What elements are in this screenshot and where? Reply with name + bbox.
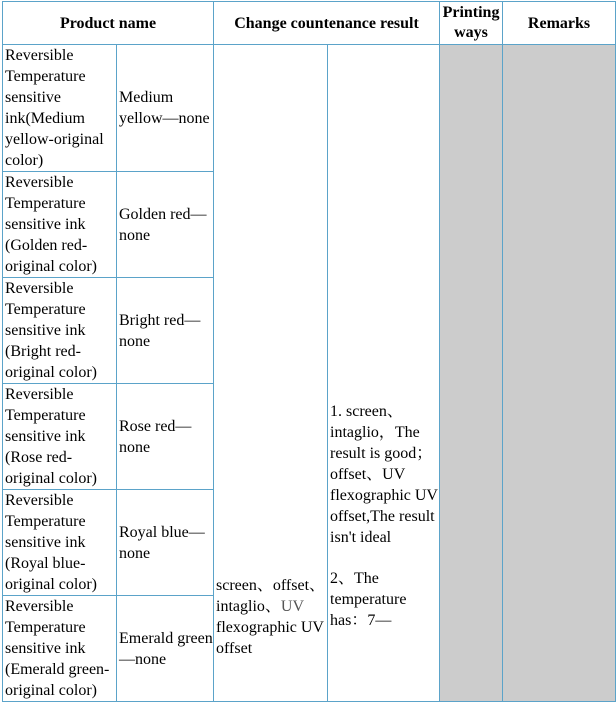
header-remarks: Remarks <box>503 2 616 45</box>
product-cell: Reversible Temperature sensitive ink (Royal blue-original color) <box>3 490 117 596</box>
header-printing-ways: Printing ways <box>440 2 503 45</box>
note-2: 2、The temperature has：7— <box>330 570 407 629</box>
product-cell: Reversible Temperature sensitive ink (Rose red-original color) <box>3 384 117 490</box>
table-row <box>3 45 616 172</box>
change-cell: Royal blue—none <box>117 490 214 596</box>
remarks-cell <box>503 45 616 702</box>
change-cell: Emerald green—none <box>117 596 214 702</box>
printing-ways-empty-cell <box>440 45 503 702</box>
product-table <box>2 1 616 702</box>
header-change-result: Change countenance result <box>214 2 440 45</box>
product-cell: Reversible Temperature sensitive ink (Bright red-original color) <box>3 278 117 384</box>
product-cell: Reversible Temperature sensitive ink (Golden red-original color) <box>3 172 117 278</box>
table-header-row <box>3 2 616 45</box>
notes-cell <box>328 45 440 702</box>
change-cell: Rose red—none <box>117 384 214 490</box>
product-cell: Reversible Temperature sensitive ink(Medium yellow-original color) <box>3 45 117 172</box>
printing-ways-text-rest: flexographic UV offset <box>216 619 324 657</box>
note-1: 1. screen、intaglio，The result is good；offset、UV flexographic UV offset,The result isn't ideal <box>330 403 438 546</box>
printing-ways-text: screen、offset、intaglio、 <box>216 577 326 615</box>
change-cell: Medium yellow—none <box>117 45 214 172</box>
printing-ways-uv: UV <box>280 598 304 615</box>
header-product-name: Product name <box>3 2 214 45</box>
product-cell: Reversible Temperature sensitive ink (Emerald green-original color) <box>3 596 117 702</box>
printing-ways-cell <box>214 45 328 702</box>
change-cell: Bright red—none <box>117 278 214 384</box>
change-cell: Golden red—none <box>117 172 214 278</box>
